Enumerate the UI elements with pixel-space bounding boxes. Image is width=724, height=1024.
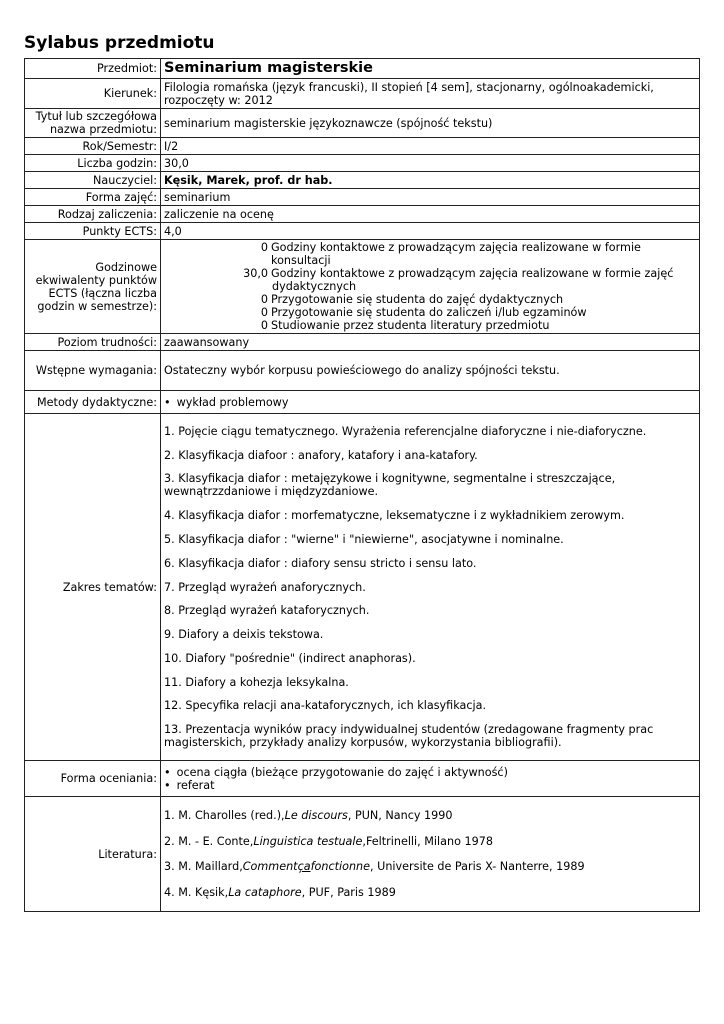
lit-author: 2. M. - E. Conte, — [164, 834, 254, 848]
row-rodzaj — [25, 206, 700, 223]
methods-list — [164, 396, 696, 409]
row-rok — [25, 138, 700, 155]
value-poziom: zaawansowany — [161, 334, 700, 351]
lit-title-rest: fonctionne — [310, 860, 371, 874]
list-item: • referat — [164, 779, 696, 792]
ects-line — [164, 319, 696, 332]
ects-hours: 0 — [260, 319, 268, 332]
label-metody: Metody dydaktyczne: — [25, 391, 161, 414]
topic-item: 10. Diafory "pośrednie" (indirect anaphoras). — [164, 651, 416, 665]
row-kierunek — [25, 79, 700, 109]
topic-item: 9. Diafory a deixis tekstowa. — [164, 628, 324, 642]
value-nauczyciel: Kęsik, Marek, prof. dr hab. — [161, 172, 700, 189]
ects-description: Przygotowanie się studenta do zaliczeń i/lub egzaminów — [271, 306, 587, 319]
lit-title: Comment — [242, 860, 298, 874]
label-forma-zajec: Forma zajęć: — [25, 189, 161, 206]
topic-item: 8. Przegląd wyrażeń kataforycznych. — [164, 604, 370, 618]
row-ocenianie — [25, 761, 700, 797]
row-zakres — [25, 414, 700, 761]
ects-description: Studiowanie przez studenta literatury przedmiotu — [271, 319, 550, 332]
literature-item — [164, 886, 696, 899]
ects-line — [164, 293, 696, 306]
label-ekwiwalenty: Godzinowe ekwiwalenty punktów ECTS (łączna liczba godzin w semestrze): — [25, 240, 161, 334]
value-metody — [161, 391, 700, 414]
label-poziom: Poziom trudności: — [25, 334, 161, 351]
value-tytul: seminarium magisterskie językoznawcze (spójność tekstu) — [161, 109, 700, 138]
literature-item — [164, 860, 696, 873]
row-metody — [25, 391, 700, 414]
lit-title: La cataphore — [228, 885, 302, 899]
topic-item: 6. Klasyfikacja diafor : diafory sensu stricto i sensu lato. — [164, 556, 477, 570]
label-ocenianie: Forma oceniania: — [25, 761, 161, 797]
lit-author: 3. M. Maillard, — [164, 860, 243, 874]
ects-description: Przygotowanie się studenta do zajęć dydaktycznych — [271, 293, 564, 306]
lit-publisher: , PUF, Paris 1989 — [301, 885, 396, 899]
row-nauczyciel — [25, 172, 700, 189]
value-ocenianie — [161, 761, 700, 797]
literature-list — [161, 797, 700, 912]
ects-hours: 0 — [260, 306, 268, 319]
label-literatura: Literatura: — [25, 797, 161, 912]
lit-publisher: , Universite de Paris X- Nanterre, 1989 — [370, 860, 585, 874]
topic-item: 5. Klasyfikacja diafor : "wierne" i "niewierne", asocjatywne i nominalne. — [164, 532, 564, 546]
label-rodzaj: Rodzaj zaliczenia: — [25, 206, 161, 223]
row-literatura — [25, 797, 700, 912]
literature-item — [164, 835, 696, 848]
label-godziny: Liczba godzin: — [25, 155, 161, 172]
ects-line — [164, 306, 696, 319]
list-item: • wykład problemowy — [164, 396, 696, 409]
label-rok: Rok/Semestr: — [25, 138, 161, 155]
row-ects — [25, 223, 700, 240]
ects-line — [164, 267, 696, 280]
topic-item: 11. Diafory a kohezja leksykalna. — [164, 675, 349, 689]
value-wymagania: Ostateczny wybór korpusu powieściowego do analizy spójności tekstu. — [161, 351, 700, 391]
value-forma-zajec: seminarium — [161, 189, 700, 206]
ects-description: Godziny kontaktowe z prowadzącym zajęcia realizowane w formie zajęć — [271, 267, 674, 280]
lit-author: 1. M. Charolles (red.), — [164, 809, 285, 823]
row-przedmiot — [25, 59, 700, 79]
topic-item: 7. Przegląd wyrażeń anaforycznych. — [164, 580, 366, 594]
label-tytul: Tytuł lub szczegółowa nazwa przedmiotu: — [25, 109, 161, 138]
row-ekwiwalenty — [25, 240, 700, 334]
ects-line — [164, 241, 696, 267]
ects-hours: 0 — [260, 293, 268, 306]
value-rodzaj: zaliczenie na ocenę — [161, 206, 700, 223]
label-wymagania: Wstępne wymagania: — [25, 351, 161, 391]
lit-title: Linguistica testuale — [253, 834, 363, 848]
row-forma-zajec — [25, 189, 700, 206]
value-ects: 4,0 — [161, 223, 700, 240]
topic-item: 4. Klasyfikacja diafor : morfematyczne, leksematyczne i z wykładnikiem zerowym. — [164, 509, 625, 523]
lit-publisher: , PUN, Nancy 1990 — [347, 809, 453, 823]
topic-item: 1. Pojęcie ciągu tematycznego. Wyrażenia referencjalne diaforyczne i nie-diaforyczne. — [164, 424, 647, 438]
value-przedmiot: Seminarium magisterskie — [161, 59, 700, 79]
lit-publisher: ,Feltrinelli, Milano 1978 — [362, 834, 493, 848]
literature-item — [164, 809, 696, 822]
ects-hours: 30,0 — [243, 267, 268, 280]
topic-item: 2. Klasyfikacja diafoor : anafory, katafory i ana-katafory. — [164, 448, 478, 462]
topic-item: 12. Specyfika relacji ana-kataforycznych, ich klasyfikacja. — [164, 699, 487, 713]
lit-title: Le discours — [284, 809, 348, 823]
row-godziny — [25, 155, 700, 172]
value-kierunek: Filologia romańska (język francuski), II stopień [4 sem], stacjonarny, ogólnoakademicki, rozpoczęty w: 2012 — [161, 79, 700, 109]
row-wymagania — [25, 351, 700, 391]
lit-author: 4. M. Kęsik, — [164, 885, 229, 899]
label-zakres: Zakres tematów: — [25, 414, 161, 761]
ects-breakdown — [161, 240, 700, 334]
label-przedmiot: Przedmiot: — [25, 59, 161, 79]
row-tytul — [25, 109, 700, 138]
topic-item: 3. Klasyfikacja diafor : metajęzykowe i kognitywne, segmentalne i streszczające, wewnątrzzdaniowe i międzyzdaniowe. — [164, 472, 616, 499]
ects-description-continued: dydaktycznych — [272, 280, 357, 293]
label-nauczyciel: Nauczyciel: — [25, 172, 161, 189]
topic-item: 13. Prezentacja wyników pracy indywidualnej studentów (zredagowane fragmenty prac magisterskich, przykłady analizy korpusów, wykorzystania bibliografii). — [164, 723, 654, 750]
syllabus-table — [24, 58, 700, 912]
label-kierunek: Kierunek: — [25, 79, 161, 109]
row-poziom — [25, 334, 700, 351]
value-rok: I/2 — [161, 138, 700, 155]
topics-list — [161, 414, 700, 761]
ects-description: Godziny kontaktowe z prowadzącym zajęcia realizowane w formie konsultacji — [271, 241, 641, 267]
page-title: Sylabus przedmiotu — [24, 33, 215, 53]
lit-title-underlined: ça — [297, 860, 311, 874]
ects-hours: 0 — [260, 241, 268, 254]
list-item: • ocena ciągła (bieżące przygotowanie do zajęć i aktywność) — [164, 766, 696, 779]
value-godziny: 30,0 — [161, 155, 700, 172]
label-ects: Punkty ECTS: — [25, 223, 161, 240]
assessment-list — [164, 766, 696, 792]
